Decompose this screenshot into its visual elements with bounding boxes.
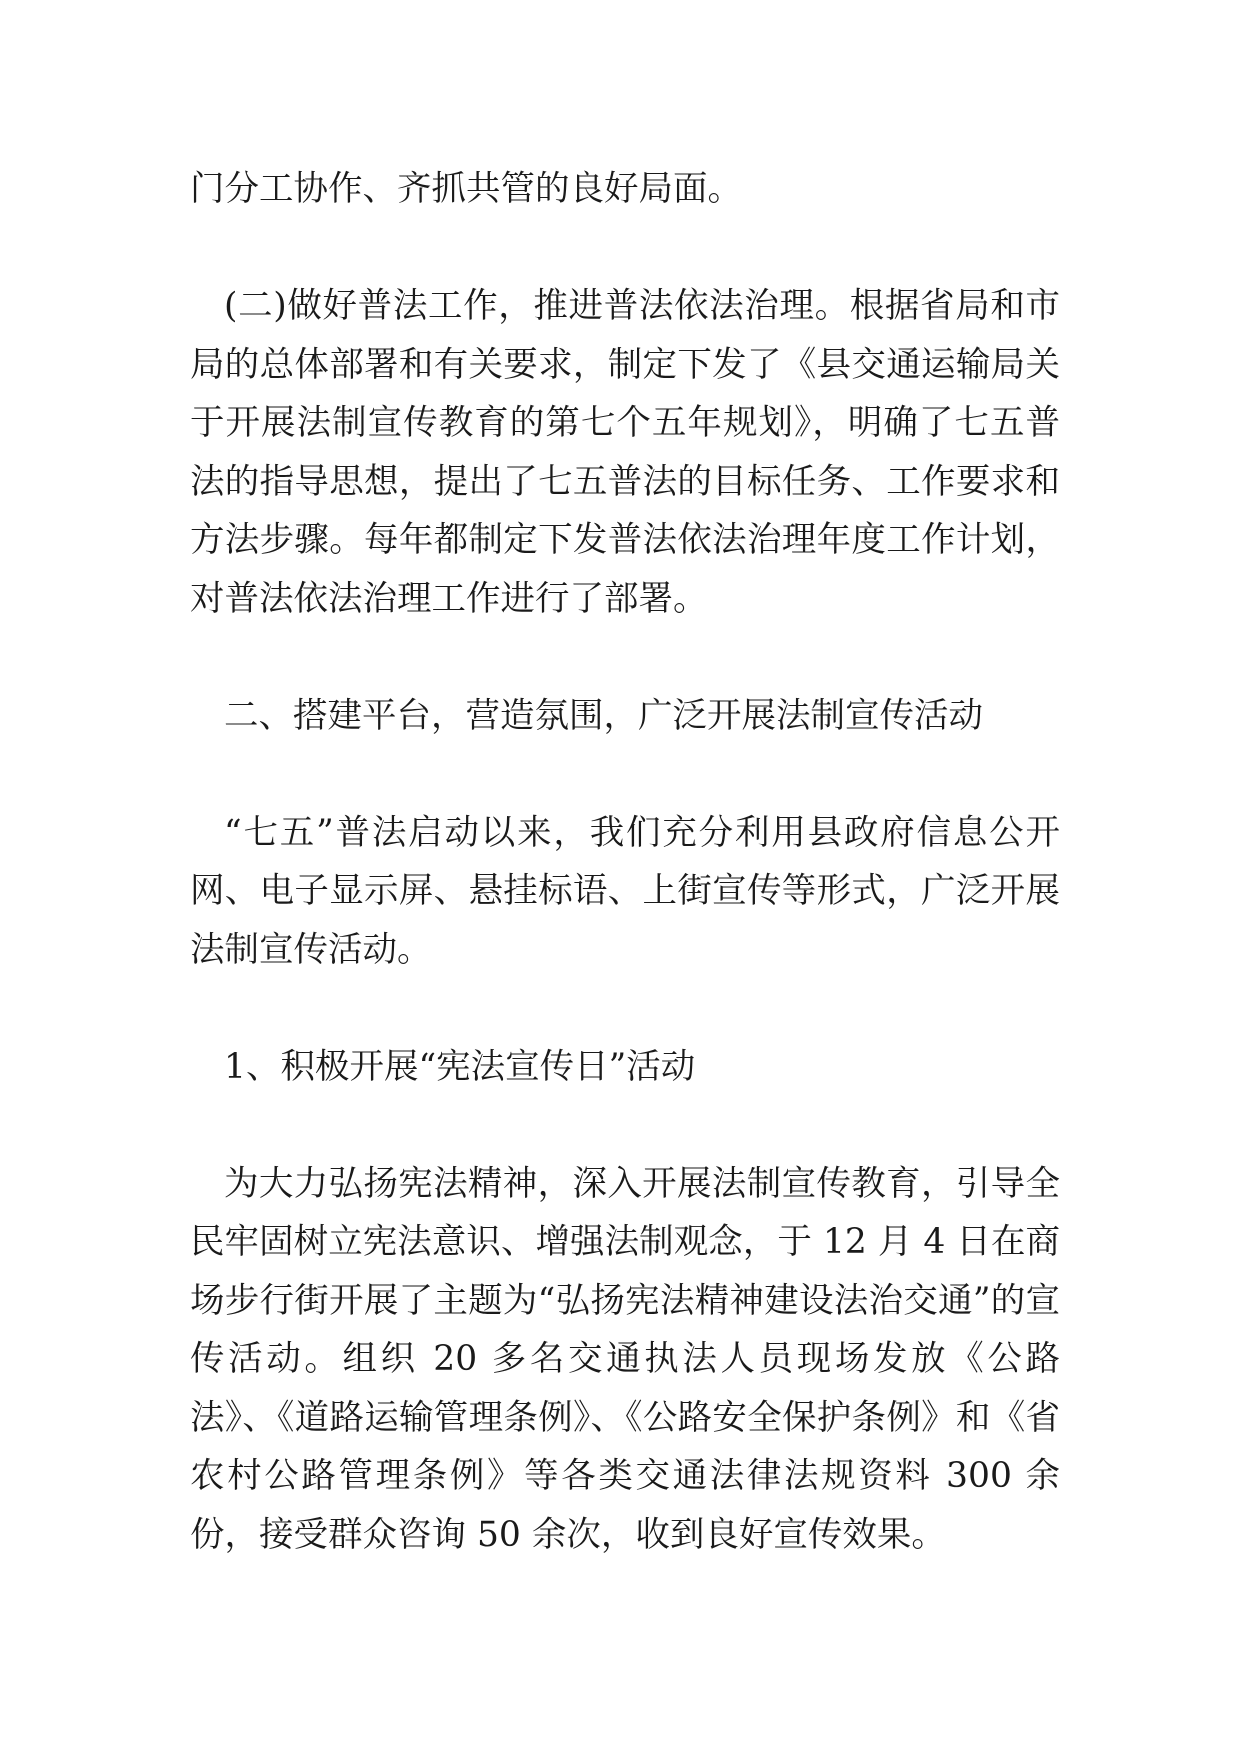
paragraph-gap (190, 219, 1060, 278)
paragraph-constitution-activity: 为大力弘扬宪法精神，深入开展法制宣传教育，引导全民牢固树立宪法意识、增强法制观念，于 12 月 4 日在商场步行街开展了主题为“弘扬宪法精神建设法治交通”的宣传活动。组织 20 多名交通执法人员现场发放《公路法》、《道路运输管理条例》、《公路安全保护条例》和《省农村公路管理条例》等各类交通法律法规资料 300 余份，接受群众咨询 50 余次，收到良好宣传效果。 (190, 1163, 1060, 1555)
document-body (190, 160, 1060, 1564)
paragraph-gap (190, 628, 1060, 687)
paragraph-section-two: (二)做好普法工作，推进普法依法治理。根据省局和市局的总体部署和有关要求，制定下发了《县交通运输局关于开展法制宣传教育的第七个五年规划》，明确了七五普法的指导思想，提出了七五普法的目标任务、工作要求和方法步骤。每年都制定下发普法依法治理年度工作计划，对普法依法治理工作进行了部署。 (190, 286, 1060, 619)
paragraph-qiwu-intro: “七五”普法启动以来，我们充分利用县政府信息公开网、电子显示屏、悬挂标语、上街宣传等形式，广泛开展法制宣传活动。 (190, 812, 1060, 970)
heading-constitution-day: 1、积极开展“宪法宣传日”活动 (224, 1046, 696, 1087)
paragraph-gap (190, 745, 1060, 804)
paragraph-continuation: 门分工协作、齐抓共管的良好局面。 (190, 169, 742, 209)
paragraph-gap (190, 1096, 1060, 1155)
paragraph-gap (190, 979, 1060, 1038)
heading-platform: 二、搭建平台，营造氛围，广泛开展法制宣传活动 (224, 695, 983, 736)
